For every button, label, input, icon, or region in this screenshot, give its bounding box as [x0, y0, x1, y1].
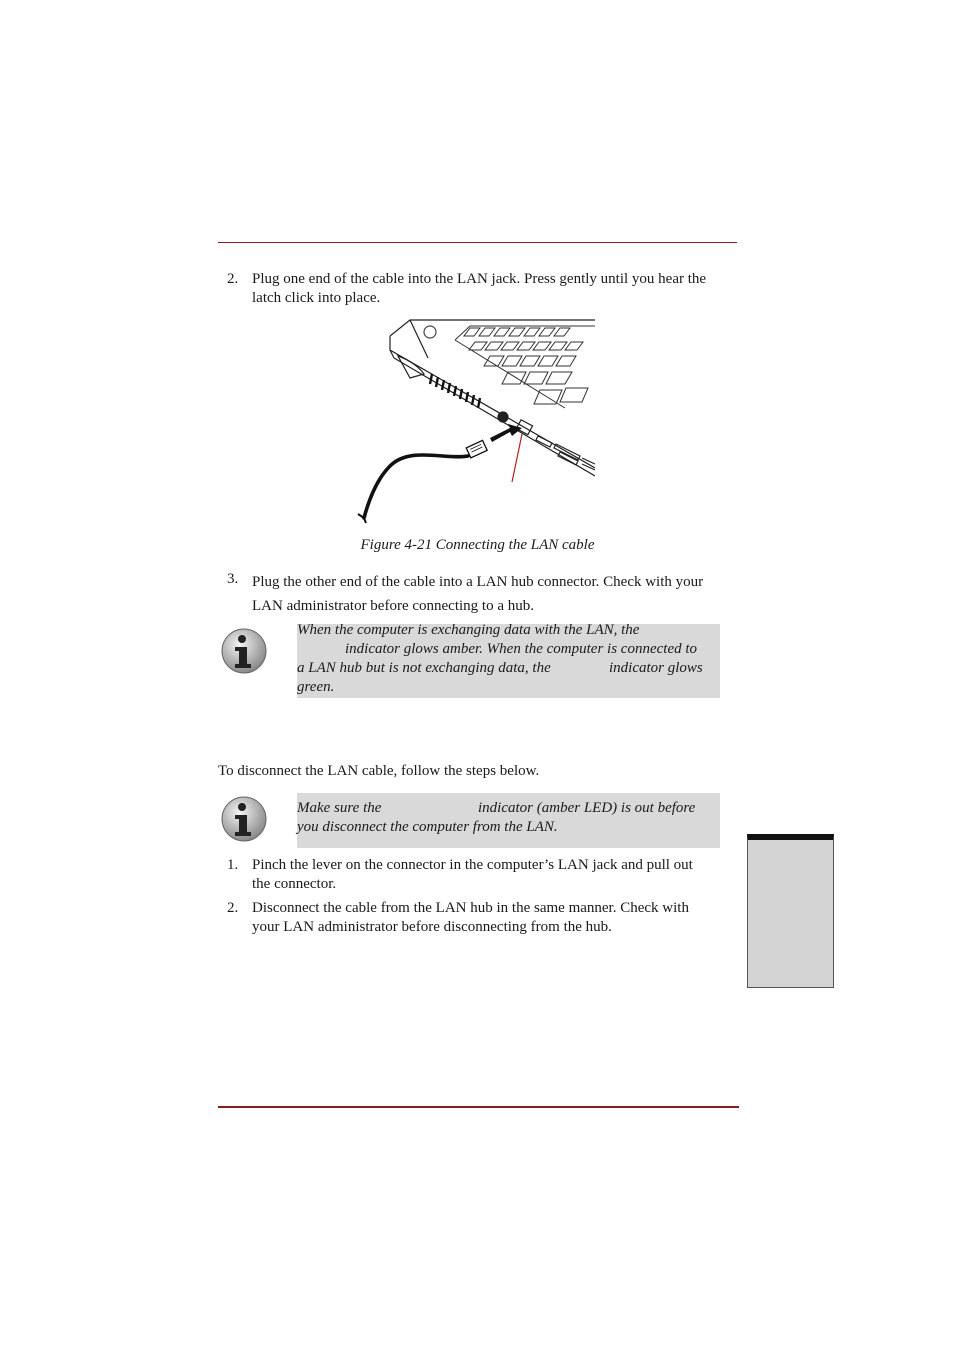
chapter-side-tab: [747, 834, 834, 988]
footer-rule: [218, 1106, 739, 1108]
info-icon: [220, 794, 268, 844]
step-number: 2.: [227, 271, 239, 287]
step-number: 3.: [227, 571, 239, 587]
step-number: 1.: [227, 857, 239, 873]
note-text: [297, 621, 720, 701]
disconnect-intro: To disconnect the LAN cable, follow the steps below.: [218, 763, 540, 779]
note-line: a LAN hub but is not exchanging data, the: [297, 660, 551, 676]
step-line: your LAN administrator before disconnecting from the hub.: [252, 919, 612, 935]
step-line: Plug the other end of the cable into a LAN hub connector. Check with your: [252, 574, 704, 590]
note-line: Make sure the: [297, 800, 382, 816]
header-rule: [218, 242, 737, 243]
step-line: the connector.: [252, 876, 337, 892]
step-line: Plug one end of the cable into the LAN jack. Press gently until you hear the: [252, 271, 707, 287]
step-line: Pinch the lever on the connector in the computer’s LAN jack and pull out: [252, 857, 693, 873]
figure-caption: Figure 4-21 Connecting the LAN cable: [360, 537, 595, 553]
step-text: [252, 899, 737, 937]
step-text: [252, 270, 737, 308]
note-line: indicator glows amber. When the computer is connected to: [345, 641, 698, 657]
note-line: indicator (amber LED) is out before: [478, 800, 696, 816]
note-line: green.: [297, 679, 335, 695]
note-text: [297, 799, 720, 839]
step-text: [252, 856, 737, 894]
note-line: you disconnect the computer from the LAN.: [297, 819, 558, 835]
step-line: LAN administrator before connecting to a hub.: [252, 598, 534, 614]
note-line: When the computer is exchanging data with the LAN, the: [297, 622, 640, 638]
step-line: Disconnect the cable from the LAN hub in the same manner. Check with: [252, 900, 689, 916]
step-line: latch click into place.: [252, 290, 381, 306]
step-text: [252, 570, 737, 618]
note-line: indicator glows: [609, 660, 703, 676]
info-icon: [220, 626, 268, 676]
step-number: 2.: [227, 900, 239, 916]
laptop-lan-cable-illustration: [350, 318, 595, 526]
